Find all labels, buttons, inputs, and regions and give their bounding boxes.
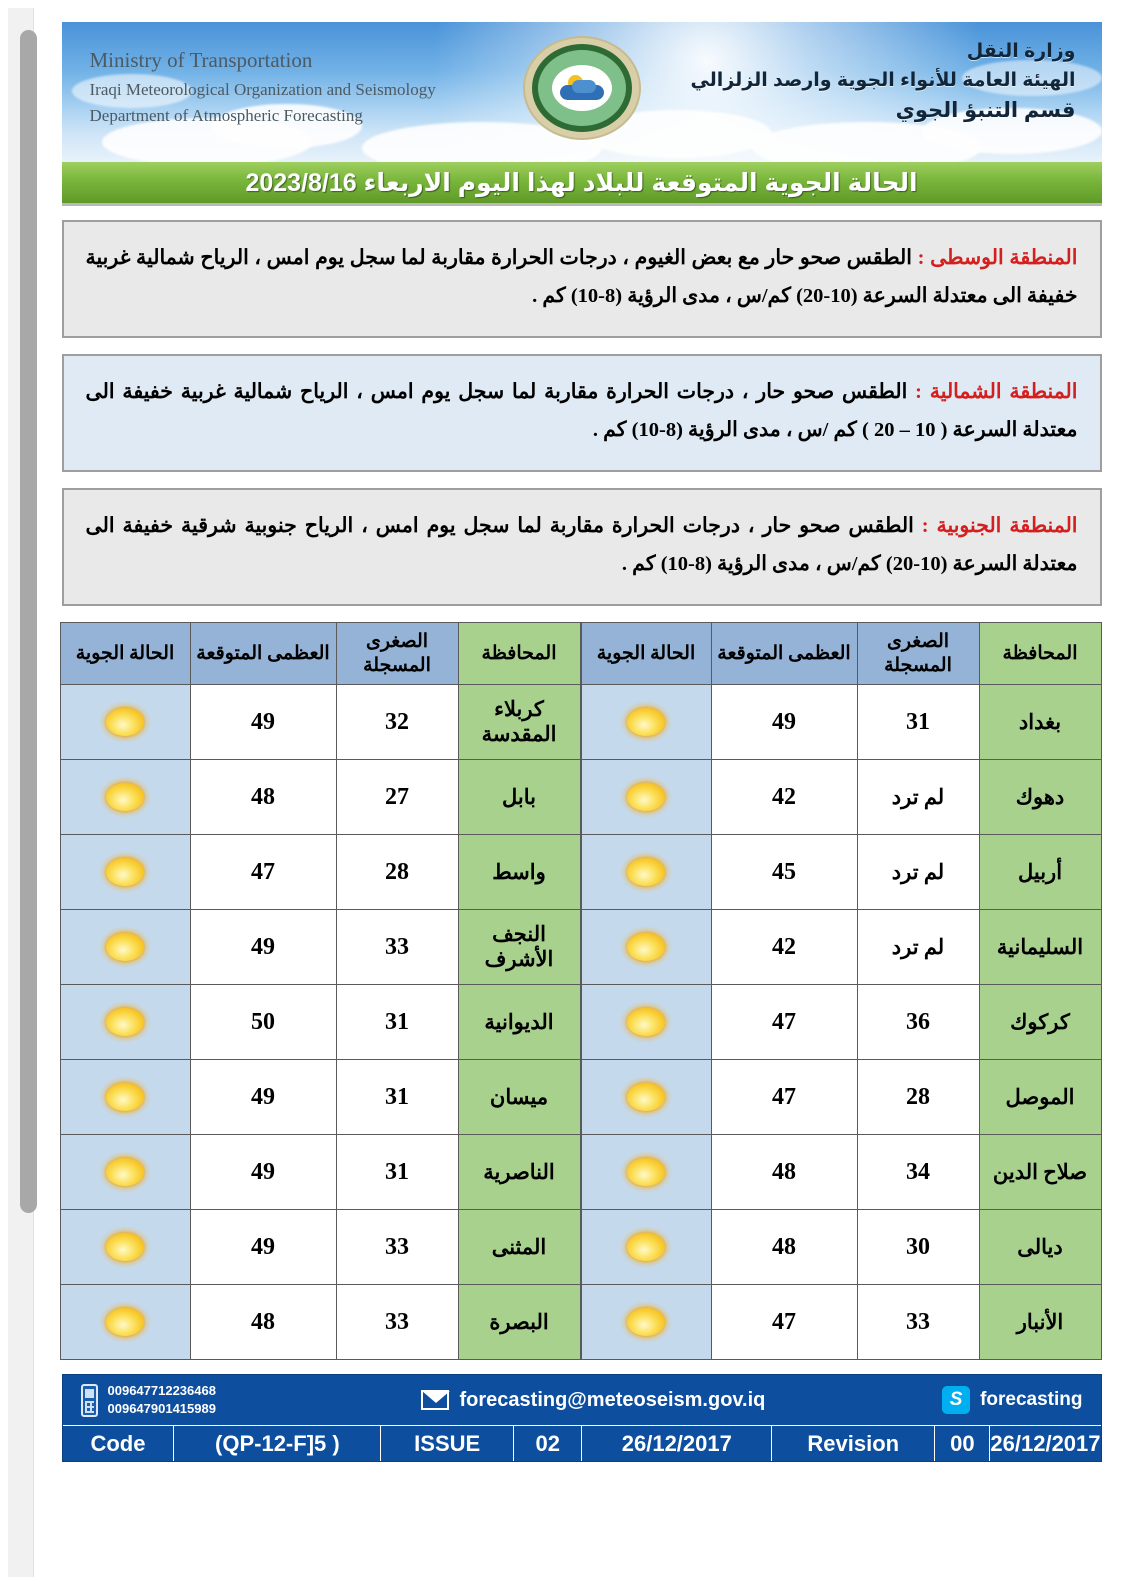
region-southern-text <box>86 508 1078 584</box>
header-english-titles <box>90 44 436 129</box>
code-label: Code <box>63 1426 175 1461</box>
cell-max-expected: 47 <box>711 1285 857 1360</box>
cell-condition <box>60 985 190 1060</box>
skype-icon: S <box>942 1386 970 1414</box>
table-row <box>581 685 1101 760</box>
cell-governorate: دهوك <box>979 760 1101 835</box>
header-en-line2: Iraqi Meteorological Organization and Seismology <box>89 79 436 99</box>
header-ar-line2: الهيئة العامة للأنواء الجوية وارصد الزلزالي <box>690 69 1076 91</box>
table-row <box>60 835 580 910</box>
cell-min-recorded: 33 <box>336 910 458 985</box>
region-central-body: الطقس صحو حار مع بعض الغيوم ، درجات الحرارة مقاربة لما سجل يوم امس ، الرياح شمالية غربية خفيفة الى معتدلة السرعة (10-20) كم/س ، مدى الرؤية (8-10) كم . <box>85 247 1078 307</box>
th-condition: الحالة الجوية <box>60 623 190 685</box>
cell-max-expected: 49 <box>190 910 336 985</box>
cell-max-expected: 49 <box>190 1135 336 1210</box>
cell-condition <box>60 685 190 760</box>
revision-date: 26/12/2017 <box>990 1430 1101 1456</box>
cell-min-recorded: 33 <box>336 1285 458 1360</box>
cell-governorate: المثنى <box>458 1210 580 1285</box>
cell-condition <box>581 1135 711 1210</box>
mobile-phone-icon <box>81 1384 98 1417</box>
footer-code-bar <box>63 1425 1101 1461</box>
cell-governorate: السليمانية <box>979 910 1101 985</box>
th-max-expected: العظمى المتوقعة <box>711 623 857 685</box>
cell-condition <box>581 835 711 910</box>
table-row <box>60 760 580 835</box>
cell-condition <box>581 1210 711 1285</box>
cell-min-recorded: لم ترد <box>857 910 979 985</box>
cell-min-recorded: 31 <box>336 985 458 1060</box>
temperature-tables <box>62 622 1102 1360</box>
cell-max-expected: 45 <box>711 835 857 910</box>
sun-icon <box>620 927 672 967</box>
sun-icon <box>620 852 672 892</box>
footer-phone-block <box>81 1382 421 1417</box>
header-ar-line1: وزارة النقل <box>966 41 1076 62</box>
footer-phone-1: 009647712236468 <box>107 1383 216 1399</box>
cell-max-expected: 47 <box>711 1060 857 1135</box>
header-banner <box>62 22 1102 162</box>
cell-min-recorded: 33 <box>857 1285 979 1360</box>
cell-condition <box>60 1060 190 1135</box>
cell-condition <box>60 1135 190 1210</box>
cell-min-recorded: 31 <box>336 1060 458 1135</box>
temperature-table-left <box>60 622 581 1360</box>
document-sheet <box>38 0 1125 1585</box>
sun-disc <box>627 1308 665 1336</box>
cell-max-expected: 47 <box>711 985 857 1060</box>
table-row <box>60 985 580 1060</box>
sun-icon <box>620 1077 672 1117</box>
table-row <box>60 1210 580 1285</box>
vertical-scrollbar-track[interactable] <box>8 8 34 1577</box>
sun-disc <box>627 933 665 961</box>
sun-icon <box>99 777 151 817</box>
cell-governorate: أربيل <box>979 835 1101 910</box>
sun-icon <box>620 1002 672 1042</box>
cell-condition <box>60 760 190 835</box>
sun-icon <box>99 852 151 892</box>
table-row <box>581 760 1101 835</box>
sun-icon <box>99 1227 151 1267</box>
footer-skype-name[interactable]: forecasting <box>980 1389 1083 1410</box>
footer-skype-block[interactable] <box>942 1386 1082 1414</box>
document-footer <box>62 1374 1102 1462</box>
cell-max-expected: 47 <box>190 835 336 910</box>
region-central-label: المنطقة الوسطى : <box>917 247 1078 270</box>
sun-icon <box>99 702 151 742</box>
sun-disc <box>627 1083 665 1111</box>
cell-condition <box>581 1285 711 1360</box>
sun-icon <box>620 1152 672 1192</box>
table-body-left <box>60 685 580 1360</box>
th-min-recorded: الصغرى المسجلة <box>336 623 458 685</box>
cell-governorate: صلاح الدين <box>979 1135 1101 1210</box>
table-row <box>581 1060 1101 1135</box>
issue-label: ISSUE <box>381 1426 514 1461</box>
forecast-title-band <box>62 162 1102 206</box>
cell-condition <box>60 910 190 985</box>
sun-disc <box>106 933 144 961</box>
emblem-inner-ring <box>538 50 626 126</box>
sun-disc <box>627 1008 665 1036</box>
sun-disc <box>106 858 144 886</box>
th-governorate: المحافظة <box>458 623 580 685</box>
temperature-table-right <box>581 622 1102 1360</box>
cell-min-recorded: 31 <box>857 685 979 760</box>
table-row <box>60 1060 580 1135</box>
region-forecasts <box>62 220 1102 606</box>
issue-value: 02 <box>514 1426 582 1461</box>
sun-disc <box>627 1233 665 1261</box>
cell-governorate: الناصرية <box>458 1135 580 1210</box>
cell-condition <box>581 1060 711 1135</box>
table-header-row <box>60 623 580 685</box>
sun-disc <box>106 1158 144 1186</box>
sun-icon <box>99 1002 151 1042</box>
cell-min-recorded: 34 <box>857 1135 979 1210</box>
sun-disc <box>627 783 665 811</box>
cell-condition <box>581 760 711 835</box>
cell-max-expected: 49 <box>711 685 857 760</box>
region-box-central <box>62 220 1102 338</box>
sun-icon <box>99 1077 151 1117</box>
sun-disc <box>627 708 665 736</box>
th-max-expected: العظمى المتوقعة <box>190 623 336 685</box>
table-row <box>60 685 580 760</box>
revision-label: Revision <box>772 1426 935 1461</box>
code-value: (QP-12-F]5 ) <box>174 1426 381 1461</box>
table-row <box>60 1135 580 1210</box>
cell-governorate: النجف الأشرف <box>458 910 580 985</box>
table-row <box>581 985 1101 1060</box>
cell-min-recorded: 36 <box>857 985 979 1060</box>
cell-governorate: بابل <box>458 760 580 835</box>
sun-disc <box>106 1083 144 1111</box>
region-southern-body: الطقس صحو حار ، درجات الحرارة مقاربة لما سجل يوم امس ، الرياح جنوبية شرقية خفيفة الى معتدلة السرعة (10-20) كم/س ، مدى الرؤية (8-10) كم . <box>85 515 1078 575</box>
cell-min-recorded: 30 <box>857 1210 979 1285</box>
sun-icon <box>620 1227 672 1267</box>
cell-governorate: كربلاء المقدسة <box>458 685 580 760</box>
cell-condition <box>581 985 711 1060</box>
sun-icon <box>620 777 672 817</box>
region-northern-text <box>86 374 1078 450</box>
cell-condition <box>60 1210 190 1285</box>
cell-min-recorded: 33 <box>336 1210 458 1285</box>
table-header-row <box>581 623 1101 685</box>
table-row <box>581 1135 1101 1210</box>
emblem-cloud-highlight-icon <box>572 80 596 93</box>
cell-governorate: البصرة <box>458 1285 580 1360</box>
cell-governorate: الأنبار <box>979 1285 1101 1360</box>
cell-condition <box>581 685 711 760</box>
sun-icon <box>99 1302 151 1342</box>
sun-disc <box>627 858 665 886</box>
cell-min-recorded: 27 <box>336 760 458 835</box>
vertical-scrollbar-thumb[interactable] <box>20 30 37 1213</box>
cell-max-expected: 48 <box>711 1210 857 1285</box>
cell-max-expected: 49 <box>190 685 336 760</box>
cell-min-recorded: لم ترد <box>857 760 979 835</box>
cell-max-expected: 48 <box>190 1285 336 1360</box>
page-title: الحالة الجوية المتوقعة للبلاد لهذا اليوم الاربعاء 2023/8/16 <box>245 168 918 197</box>
cell-governorate: الموصل <box>979 1060 1101 1135</box>
footer-phone-numbers <box>108 1382 216 1417</box>
table-row <box>60 910 580 985</box>
organization-emblem-icon <box>523 36 641 140</box>
sun-disc <box>106 783 144 811</box>
th-governorate: المحافظة <box>979 623 1101 685</box>
cell-condition <box>581 910 711 985</box>
sun-icon <box>99 1152 151 1192</box>
cell-max-expected: 50 <box>190 985 336 1060</box>
sun-disc <box>106 1008 144 1036</box>
region-southern-label: المنطقة الجنوبية : <box>921 515 1078 538</box>
sun-icon <box>99 927 151 967</box>
cell-min-recorded: 31 <box>336 1135 458 1210</box>
cell-governorate: بغداد <box>979 685 1101 760</box>
cell-governorate: ميسان <box>458 1060 580 1135</box>
sun-disc <box>627 1158 665 1186</box>
header-en-line3: Department of Atmospheric Forecasting <box>89 105 363 125</box>
sun-disc <box>106 1308 144 1336</box>
cell-governorate: ديالى <box>979 1210 1101 1285</box>
region-box-southern <box>62 488 1102 606</box>
cell-max-expected: 49 <box>190 1210 336 1285</box>
region-box-northern <box>62 354 1102 472</box>
cell-governorate: الديوانية <box>458 985 580 1060</box>
cell-max-expected: 48 <box>711 1135 857 1210</box>
issue-date: 26/12/2017 <box>582 1426 772 1461</box>
cell-governorate: واسط <box>458 835 580 910</box>
table-row <box>581 1210 1101 1285</box>
envelope-icon <box>421 1390 449 1410</box>
footer-phone-2: 009647901415989 <box>107 1401 216 1416</box>
th-condition: الحالة الجوية <box>581 623 711 685</box>
cell-max-expected: 49 <box>190 1060 336 1135</box>
table-row <box>581 835 1101 910</box>
cell-governorate: كركوك <box>979 985 1101 1060</box>
emblem-outer-ring <box>532 44 632 132</box>
table-body-right <box>581 685 1101 1360</box>
sun-icon <box>620 1302 672 1342</box>
cell-min-recorded: 32 <box>336 685 458 760</box>
footer-email-address[interactable]: forecasting@meteoseism.gov.iq <box>459 1388 766 1411</box>
cell-max-expected: 48 <box>190 760 336 835</box>
header-ar-line3: قسم التنبؤ الجوي <box>895 99 1076 122</box>
footer-email-block[interactable] <box>421 1389 943 1412</box>
sun-disc <box>106 1233 144 1261</box>
cell-condition <box>60 1285 190 1360</box>
cell-max-expected: 42 <box>711 910 857 985</box>
region-northern-body: الطقس صحو حار ، درجات الحرارة مقاربة لما سجل يوم امس ، الرياح شمالية غربية خفيفة الى معتدلة السرعة ( 10 – 20 ) كم /س ، مدى الرؤية (8-10) كم . <box>85 381 1078 441</box>
cell-min-recorded: 28 <box>336 835 458 910</box>
revision-value: 00 <box>935 1426 990 1461</box>
cell-min-recorded: لم ترد <box>857 835 979 910</box>
th-min-recorded: الصغرى المسجلة <box>857 623 979 685</box>
emblem-core <box>552 65 612 111</box>
sun-disc <box>106 708 144 736</box>
table-row <box>581 1285 1101 1360</box>
region-northern-label: المنطقة الشمالية : <box>915 381 1078 404</box>
cell-min-recorded: 28 <box>857 1060 979 1135</box>
footer-contact-bar <box>63 1375 1101 1425</box>
table-row <box>581 910 1101 985</box>
header-en-line1: Ministry of Transportation <box>89 48 313 72</box>
region-central-text <box>86 240 1078 316</box>
table-row <box>60 1285 580 1360</box>
sun-icon <box>620 702 672 742</box>
cell-max-expected: 42 <box>711 760 857 835</box>
header-arabic-titles <box>690 38 1075 127</box>
cell-condition <box>60 835 190 910</box>
